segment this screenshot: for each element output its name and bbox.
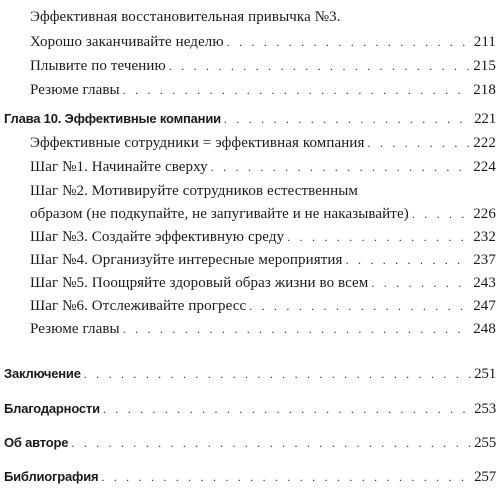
- dot-leader: [412, 203, 470, 225]
- dot-leader: [227, 31, 471, 53]
- toc-entry-title: Эффективные сотрудники = эффективная компания: [30, 135, 365, 151]
- toc-entry-wrap-line: [0, 180, 500, 202]
- dot-leader: [123, 318, 470, 340]
- toc-entry-title: Резюме главы: [30, 321, 120, 337]
- toc-chapter: [0, 432, 500, 454]
- toc-entry-title: Хорошо заканчивайте неделю: [30, 34, 224, 50]
- toc-entry: [0, 55, 500, 77]
- toc-entry-title: Шаг №5. Поощряйте здоровый образ жизни во всем: [30, 275, 369, 291]
- toc-chapter-title: Библиография: [4, 469, 99, 484]
- toc-entry: [0, 272, 500, 294]
- toc-entry: [0, 79, 500, 101]
- dot-leader: [346, 249, 471, 271]
- toc-entry: [0, 132, 500, 154]
- toc-entry-page: 226: [473, 206, 496, 222]
- toc-entry-title: Шаг №6. Отслеживайте прогресс: [30, 298, 247, 314]
- toc-chapter-title: Глава 10. Эффективные компании: [4, 111, 221, 126]
- toc-chapter: [0, 108, 500, 130]
- toc-entry-title: Шаг №2. Мотивируйте сотрудников естественным: [30, 183, 359, 199]
- toc-entry-title: Шаг №4. Организуйте интересные мероприятия: [30, 252, 343, 268]
- dot-leader: [287, 226, 470, 248]
- toc-entry-page: 248: [473, 321, 496, 337]
- toc-entry-title: Шаг №1. Начинайте сверху: [30, 159, 208, 175]
- dot-leader: [101, 466, 471, 488]
- toc-chapter-title: Заключение: [4, 366, 81, 381]
- toc-entry-title: Плывите по течению: [30, 58, 166, 74]
- toc-chapter-page: 253: [474, 401, 496, 417]
- toc-chapter: [0, 398, 500, 420]
- toc-entry: [0, 318, 500, 340]
- toc-entry-page: 232: [473, 229, 496, 245]
- toc-chapter-title: Благодарности: [4, 401, 100, 416]
- dot-leader: [224, 108, 471, 130]
- toc-entry-page: 215: [473, 58, 496, 74]
- toc-entry-page: 222: [473, 135, 496, 151]
- toc-entry-title: образом (не подкупайте, не запугивайте и не наказывайте): [30, 206, 409, 222]
- dot-leader: [371, 272, 470, 294]
- toc-entry-page: 237: [473, 252, 496, 268]
- toc-chapter-page: 257: [474, 469, 496, 485]
- toc-chapter: [0, 363, 500, 385]
- toc-entry-title: Эффективная восстановительная привычка №3.: [30, 9, 341, 25]
- toc-chapter-page: 255: [474, 435, 496, 451]
- toc-chapter-title: Об авторе: [4, 435, 69, 450]
- toc-chapter-page: 221: [474, 111, 496, 127]
- toc-entry: [0, 203, 500, 225]
- toc-entry-page: 218: [473, 82, 496, 98]
- toc-entry-wrap-line: [0, 6, 500, 28]
- toc-entry: [0, 31, 500, 53]
- dot-leader: [84, 363, 471, 385]
- toc-entry-title: Резюме главы: [30, 82, 120, 98]
- dot-leader: [169, 55, 470, 77]
- dot-leader: [249, 295, 470, 317]
- toc-entry-page: 243: [473, 275, 496, 291]
- toc-entry: [0, 156, 500, 178]
- toc-chapter-page: 251: [474, 366, 496, 382]
- dot-leader: [103, 398, 471, 420]
- dot-leader: [71, 432, 471, 454]
- toc-entry: [0, 249, 500, 271]
- dot-leader: [211, 156, 470, 178]
- toc-entry: [0, 226, 500, 248]
- toc-entry-page: 224: [473, 159, 496, 175]
- dot-leader: [123, 79, 470, 101]
- toc-entry: [0, 295, 500, 317]
- toc-entry-page: 211: [473, 34, 496, 50]
- toc-chapter: [0, 466, 500, 488]
- toc-entry-page: 247: [473, 298, 496, 314]
- toc-entry-title: Шаг №3. Создайте эффективную среду: [30, 229, 285, 245]
- dot-leader: [368, 132, 471, 154]
